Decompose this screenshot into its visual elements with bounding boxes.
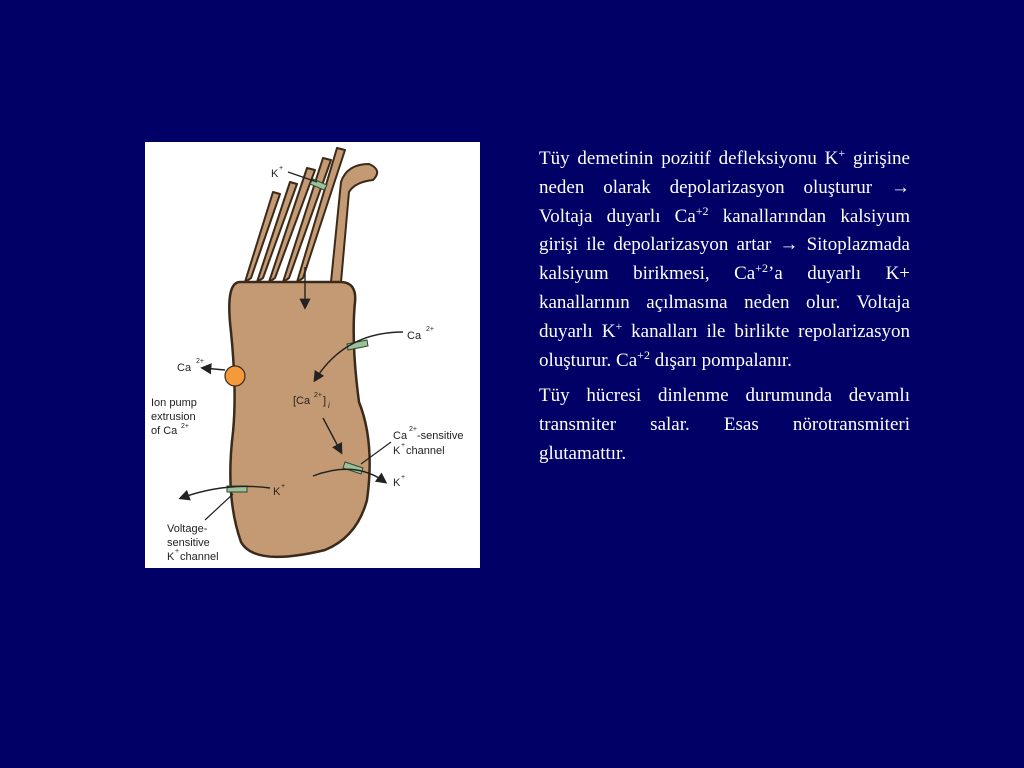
ca-internal-bracket: ] — [323, 395, 327, 407]
ca-internal-charge: 2+ — [314, 392, 322, 399]
ca-left-charge: 2+ — [196, 358, 204, 365]
ion-pump-label-3: of Ca — [151, 425, 178, 437]
superscript-charge: + — [838, 146, 846, 160]
ion-pump-charge: 2+ — [181, 423, 189, 430]
ca-right-label: Ca — [407, 330, 422, 342]
voltage-k-charge: + — [175, 548, 180, 555]
k-right-charge: + — [401, 474, 406, 481]
k-right-label: K — [393, 477, 401, 489]
ca-internal-sub: i — [328, 401, 330, 410]
voltage-label-1: Voltage- — [167, 523, 208, 535]
ca-sensitive-charge: 2+ — [409, 426, 417, 433]
ca-sensitive-label-1: Ca — [393, 430, 408, 442]
superscript-charge: +2 — [755, 261, 769, 276]
text-segment: kanalları ile birlikte repolarizasyon oluşturur. Ca — [539, 320, 911, 371]
hair-cell-body — [229, 282, 369, 557]
voltage-label-3: K — [167, 551, 175, 563]
text-segment: Tüy demetinin pozitif defleksiyonu K — [539, 148, 839, 169]
k-left-label: K — [273, 486, 281, 498]
hair-cell-svg — [145, 142, 480, 568]
ca-right-charge: 2+ — [426, 326, 434, 333]
text-segment: dışarı pompalanır. — [649, 349, 792, 371]
pump-out-arrow — [203, 368, 225, 370]
voltage-label-2: sensitive — [167, 537, 210, 549]
voltage-label-3-suffix: channel — [180, 551, 219, 563]
text-segment: ’a duyarlı K+ kanallarının açılmasına neden olur. Voltaja duyarlı K — [539, 263, 910, 342]
ca-sensitive-k-charge: + — [401, 442, 406, 449]
ca-sensitive-channel-suffix: channel — [406, 445, 445, 457]
text-segment: girişine neden olarak depolarizasyon oluşturur → Voltaja duyarlı Ca — [539, 148, 910, 227]
hair-cell-diagram — [145, 142, 480, 568]
ca-sensitive-suffix: -sensitive — [417, 430, 464, 442]
voltage-pointer — [205, 494, 233, 520]
text-block — [539, 145, 910, 476]
superscript-charge: +2 — [637, 347, 650, 362]
ca-internal-label: [Ca — [293, 395, 311, 407]
ion-pump-label-2: extrusion — [151, 411, 196, 423]
superscript-charge: +2 — [695, 203, 709, 218]
paragraph-mechanism — [539, 145, 910, 375]
stereocilia-bundle — [245, 148, 377, 282]
k-top-charge: + — [279, 165, 284, 172]
k-left-charge: + — [281, 483, 286, 490]
ca-sensitive-label-2: K — [393, 445, 401, 457]
paragraph-resting: Tüy hücresi dinlenme durumunda devamlı transmiter salar. Esas nörotransmiteri glutamattır. — [539, 385, 910, 464]
ca-left-label: Ca — [177, 362, 192, 374]
ion-pump-label-1: Ion pump — [151, 397, 197, 409]
ion-pump — [225, 366, 245, 386]
text-segment: kanallarından kalsiyum girişi ile depolarizasyon artar → Sitoplazmada kalsiyum birikmesi, Ca — [539, 205, 910, 285]
k-top-label: K — [271, 168, 279, 180]
superscript-charge: + — [615, 318, 623, 333]
